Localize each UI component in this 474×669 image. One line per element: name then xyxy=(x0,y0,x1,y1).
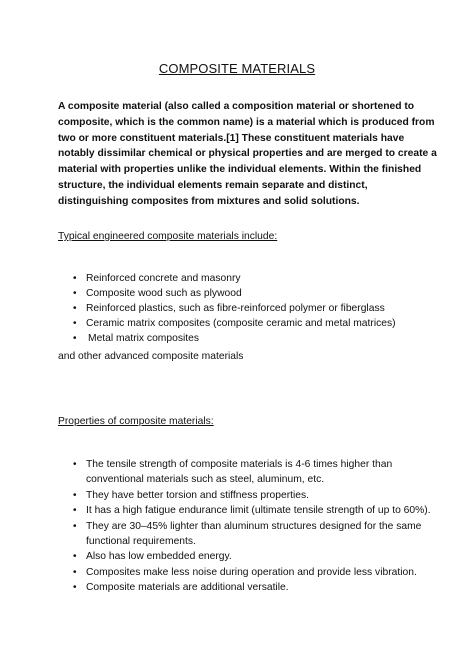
list-item xyxy=(58,331,438,346)
list-item-text: They are 30–45% lighter than aluminum structures designed for the same functional requirements. xyxy=(86,520,422,547)
list-trailer-text: and other advanced composite materials xyxy=(58,351,244,362)
bullet-icon: • xyxy=(73,505,77,516)
page-title: COMPOSITE MATERIALS xyxy=(158,61,316,76)
list-item-text: The tensile strength of composite materials is 4-6 times higher than conventional materials such as steel, aluminum, etc. xyxy=(86,459,393,485)
list-item-text: Also has low embedded energy. xyxy=(86,551,232,562)
list-item-text: They have better torsion and stiffness properties. xyxy=(86,489,310,501)
bullet-icon: • xyxy=(73,566,77,578)
list-item-text: Metal matrix composites xyxy=(88,333,200,344)
bullet-icon: • xyxy=(73,303,77,314)
bullet-icon: • xyxy=(73,582,77,593)
bullet-icon: • xyxy=(73,520,77,532)
section-heading-typical-materials: Typical engineered composite materials include: xyxy=(58,231,278,242)
list-item-text: Composite materials are additional versatile. xyxy=(86,582,289,593)
bullet-icon: • xyxy=(73,459,77,470)
list-item xyxy=(58,271,438,286)
bullet-icon: • xyxy=(73,551,77,562)
list-item xyxy=(58,457,438,487)
list-item xyxy=(58,503,438,518)
list-item xyxy=(58,580,438,595)
list-item-text: Composite wood such as plywood xyxy=(86,288,242,299)
list-item-text: Ceramic matrix composites (composite ceramic and metal matrices) xyxy=(86,318,396,329)
properties-list xyxy=(58,457,438,596)
list-item-text: Composites make less noise during operation and provide less vibration. xyxy=(86,566,417,578)
list-item-text: It has a high fatigue endurance limit (ultimate tensile strength of up to 60%). xyxy=(86,505,431,516)
list-item xyxy=(58,301,438,316)
section-heading-properties: Properties of composite materials: xyxy=(58,416,214,427)
list-item xyxy=(58,519,438,549)
list-item xyxy=(58,316,438,331)
list-item-text: Reinforced concrete and masonry xyxy=(86,273,241,284)
intro-paragraph: A composite material (also called a composition material or shortened to composite, which is the common name) is a material which is produced from two or more constituent materials.[1] These constituent materials have notably dissimilar chemical or physical properties and are merged to create a material with properties unlike the individual elements. Within the finished structure, the individual elements remain separate and distinct, distinguishing composites from mixtures and solid solutions. xyxy=(58,101,437,207)
bullet-icon: • xyxy=(73,273,77,284)
bullet-icon: • xyxy=(73,318,77,329)
list-item-text: Reinforced plastics, such as fibre-reinforced polymer or fiberglass xyxy=(86,303,385,314)
bullet-icon: • xyxy=(73,333,77,344)
list-item xyxy=(58,488,438,503)
list-item xyxy=(58,565,438,580)
list-item xyxy=(58,286,438,301)
bullet-icon: • xyxy=(73,288,77,299)
bullet-icon: • xyxy=(73,489,77,501)
typical-materials-list xyxy=(58,271,438,346)
list-item xyxy=(58,549,438,564)
